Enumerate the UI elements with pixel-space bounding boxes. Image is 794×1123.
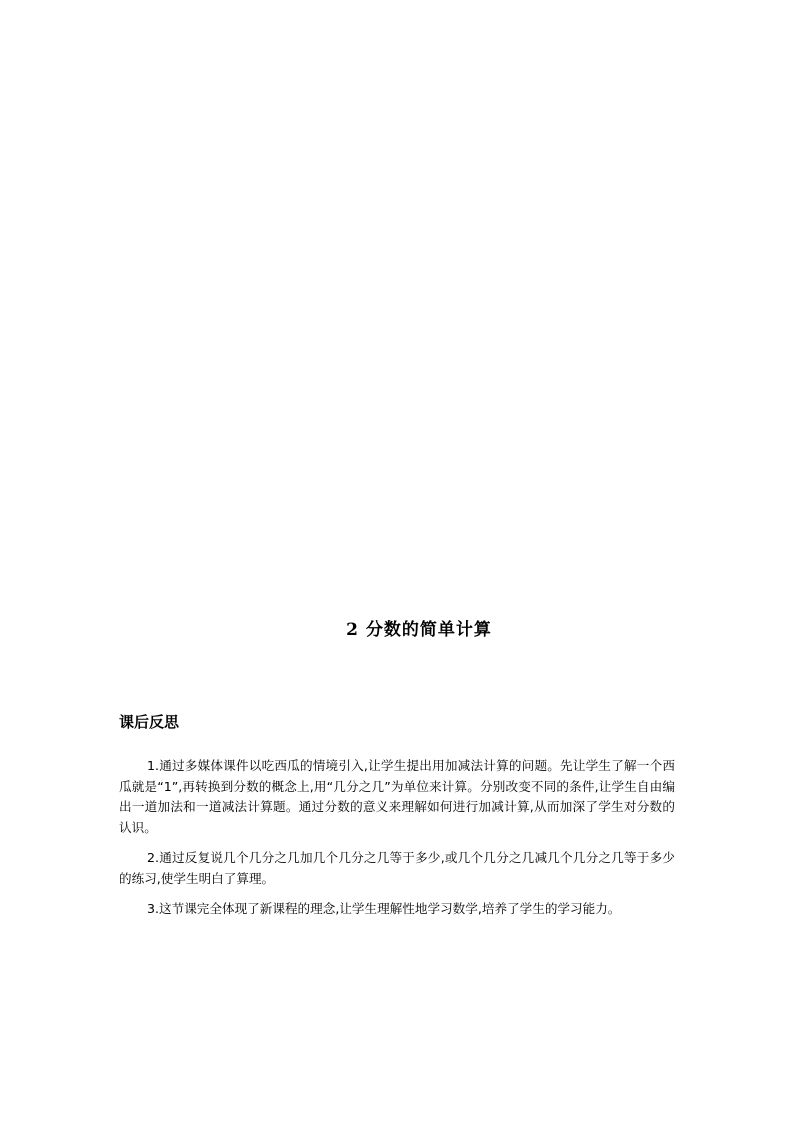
reflection-paragraph-1: 1.通过多媒体课件以吃西瓜的情境引入,让学生提出用加减法计算的问题。先让学生了解一个西瓜就是“1”,再转换到分数的概念上,用“几分之几”为单位来计算。分别改变不同的条件,让学生自由编出一道加法和一道减法计算题。通过分数的意义来理解如何进行加减计算,从而加深了学生对分数的认识。 (119, 758, 675, 835)
reflection-body (119, 756, 675, 930)
document-title: 2 分数的简单计算 (346, 620, 492, 640)
section-heading: 课后反思 (119, 713, 180, 731)
reflection-paragraph-2: 2.通过反复说几个几分之几加几个几分之几等于多少,或几个几分之几减几个几分之几等于多少的练习,使学生明白了算理。 (119, 850, 675, 886)
reflection-paragraph-3: 3.这节课完全体现了新课程的理念,让学生理解性地学习数学,培养了学生的学习能力。 (147, 901, 621, 916)
